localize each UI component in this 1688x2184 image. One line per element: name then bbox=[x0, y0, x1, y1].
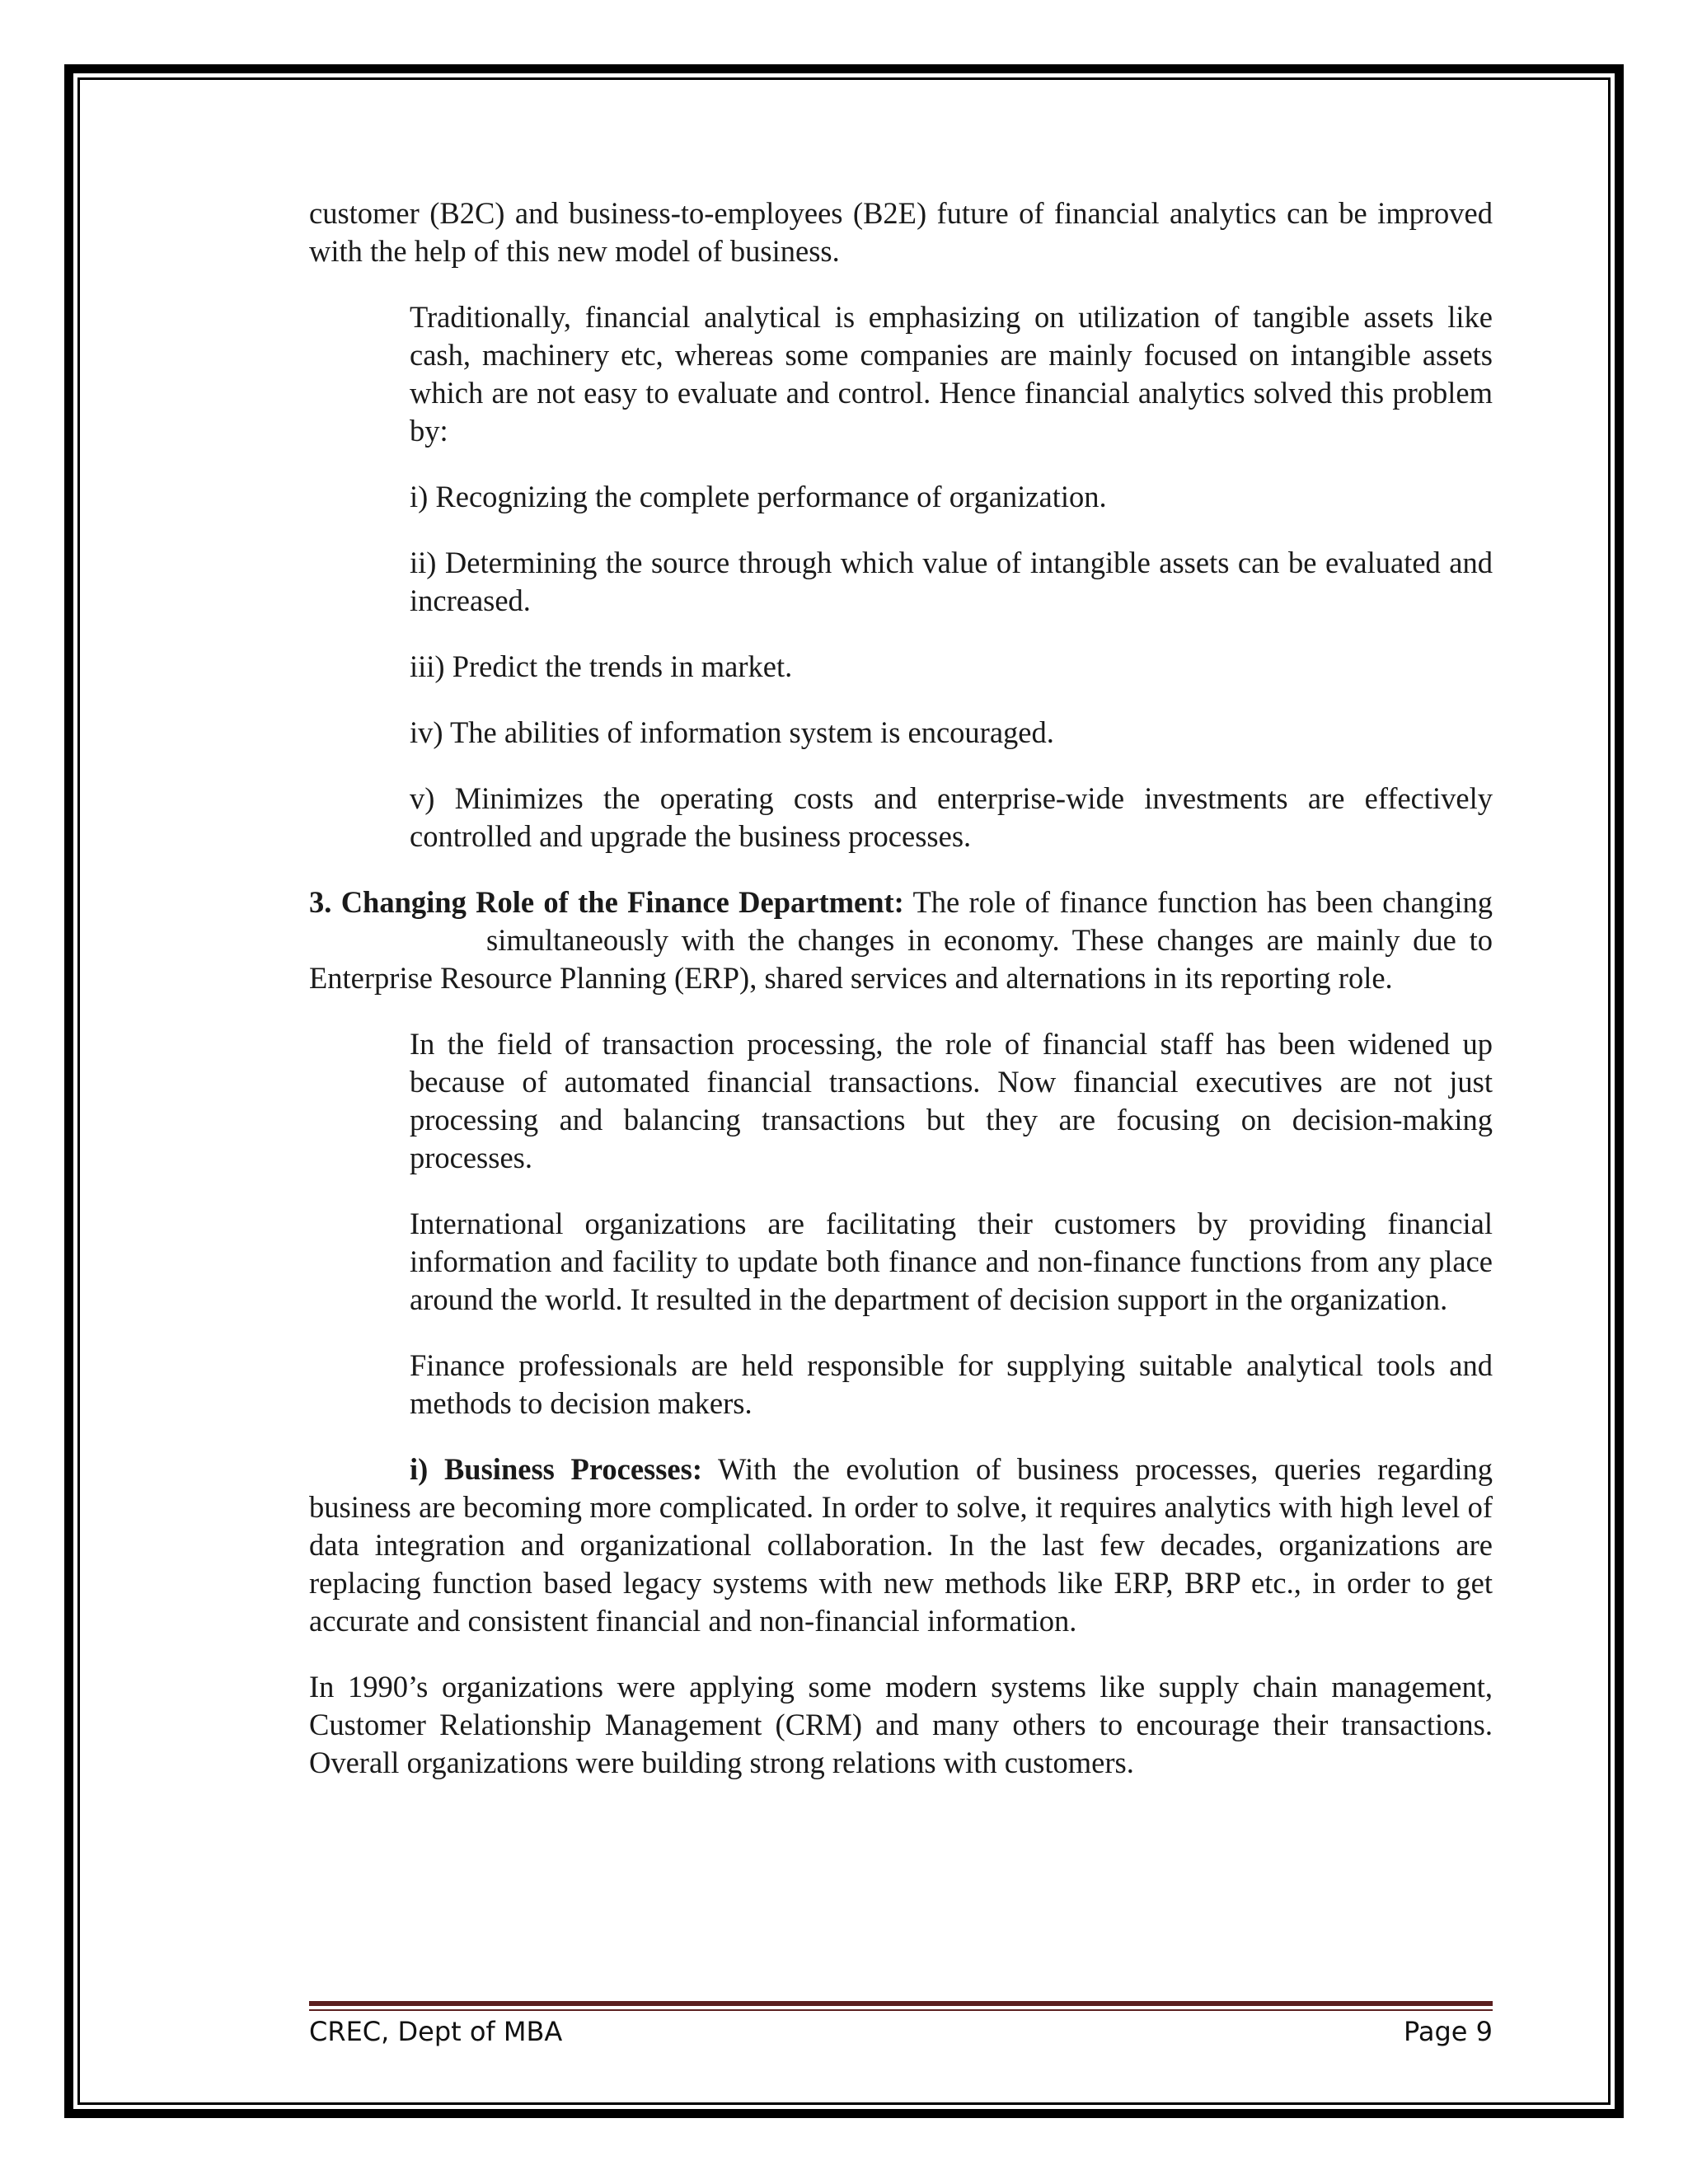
page-number: Page 9 bbox=[1404, 2016, 1493, 2047]
business-processes-heading: i) Business Processes: bbox=[410, 1452, 702, 1486]
paragraph-intro: customer (B2C) and business-to-employees (B2E) future of financial analytics can be improved with the help of this new model of business. bbox=[309, 196, 1493, 268]
paragraph-finance-professionals: Finance professionals are held responsible for supplying suitable analytical tools and methods to decision makers. bbox=[410, 1348, 1493, 1420]
business-processes-paragraph bbox=[309, 1451, 1493, 1640]
business-processes-text: With the evolution of business processes, queries regarding business are becoming more complicated. In order to solve, it requires analytics with high level of data integration and organizational collaboration. In the last few decades, organizations are replacing function based legacy systems with new methods like ERP, BRP etc., in order to get accurate and consistent financial and non-financial information. bbox=[309, 1452, 1493, 1638]
page-body bbox=[309, 194, 1493, 1810]
section-3-paragraph bbox=[309, 883, 1493, 997]
list-item: v) Minimizes the operating costs and enterprise-wide investments are effectively controlled and upgrade the business processes. bbox=[410, 781, 1493, 853]
section-3-lead: The role of finance function has been changing bbox=[903, 885, 1493, 919]
footer-department: CREC, Dept of MBA bbox=[309, 2016, 563, 2047]
section-3-heading: 3. Changing Role of the Finance Department: bbox=[309, 885, 904, 919]
page-footer bbox=[309, 2011, 1493, 2052]
paragraph-1990s: In 1990’s organizations were applying some modern systems like supply chain management, Customer Relationship Management (CRM) and many others to encourage their transactions. Overall organizations were building strong relations with customers. bbox=[309, 1670, 1493, 1779]
paragraph-transaction-processing: In the field of transaction processing, the role of financial staff has been widened up because of automated financial transactions. Now financial executives are not just processing and balancing transactions but they are focusing on decision-making processes. bbox=[410, 1027, 1493, 1174]
list-item: ii) Determining the source through which value of intangible assets can be evaluated and increased. bbox=[410, 546, 1493, 617]
list-item: iv) The abilities of information system is encouraged. bbox=[410, 715, 1054, 749]
list-item: i) Recognizing the complete performance of organization. bbox=[410, 480, 1107, 513]
paragraph-traditional-analytics: Traditionally, financial analytical is emphasizing on utilization of tangible assets like cash, machinery etc, whereas some companies are mainly focused on intangible assets which are not easy to evaluate and control. Hence financial analytics solved this problem by: bbox=[410, 300, 1493, 448]
list-item: iii) Predict the trends in market. bbox=[410, 649, 793, 683]
paragraph-international-organizations: International organizations are facilitating their customers by providing financial information and facility to update both finance and non-finance functions from any place around the world. It resulted in the department of decision support in the organization. bbox=[410, 1207, 1493, 1316]
footer-rule bbox=[309, 2001, 1493, 2006]
section-3-text: simultaneously with the changes in economy. These changes are mainly due to Enterprise Resource Planning (ERP), shared services and alternations in its reporting role. bbox=[309, 923, 1493, 995]
